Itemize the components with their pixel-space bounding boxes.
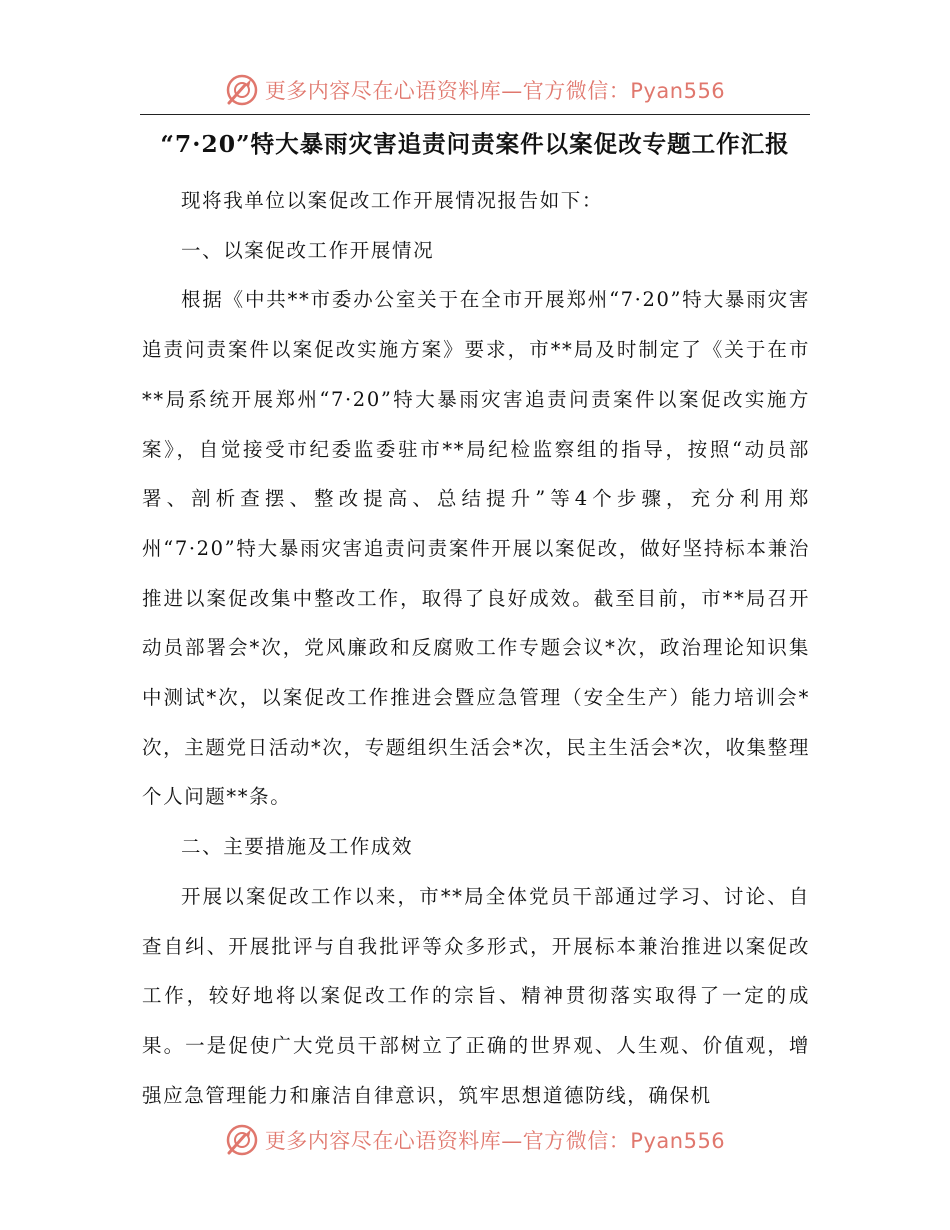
- header-banner: [0, 70, 950, 110]
- paragraph-intro: 现将我单位以案促改工作开展情况报告如下：: [181, 189, 604, 212]
- footer-banner: [0, 1120, 950, 1160]
- header-divider: [140, 114, 810, 115]
- section-heading-2: 二、主要措施及工作成效: [181, 835, 414, 859]
- footer-banner-text: 更多内容尽在心语资料库—官方微信：Pyan556: [264, 1129, 726, 1153]
- header-banner-text: 更多内容尽在心语资料库—官方微信：Pyan556: [264, 79, 726, 103]
- paragraph-section-2: 开展以案促改工作以来，市**局全体党员干部通过学习、讨论、自查自纠、开展批评与自我批评等众多形式，开展标本兼治推进以案促改工作，较好地将以案促改工作的宗旨、精神贯彻落实取得了一定的成果。一是促使广大党员干部树立了正确的世界观、人生观、价值观，增强应急管理能力和廉洁自律意识，筑牢思想道德防线，确保机: [142, 884, 810, 1107]
- document-title: “7·20”特大暴雨灾害追责问责案件以案促改专题工作汇报: [160, 130, 790, 158]
- brand-logo-icon: [225, 73, 259, 107]
- paragraph-section-1: 根据《中共**市委办公室关于在全市开展郑州“7·20”特大暴雨灾害追责问责案件以案促改实施方案》要求，市**局及时制定了《关于在市**局系统开展郑州“7·20”特大暴雨灾害追责问责案件以案促改实施方案》，自觉接受市纪委监委驻市**局纪检监察组的指导，按照“动员部署、剖析查摆、整改提高、总结提升”等4个步骤，充分利用郑州“7·20”特大暴雨灾害追责问责案件开展以案促改，做好坚持标本兼治推进以案促改集中整改工作，取得了良好成效。截至目前，市**局召开动员部署会*次，党风廉政和反腐败工作专题会议*次，政治理论知识集中测试*次，以案促改工作推进会暨应急管理（安全生产）能力培训会*次，主题党日活动*次，专题组织生活会*次，民主生活会*次，收集整理个人问题**条。: [142, 288, 810, 809]
- document-body: [142, 176, 810, 1120]
- brand-logo-icon: [225, 1123, 259, 1157]
- section-heading-1: 一、以案促改工作开展情况: [181, 238, 435, 262]
